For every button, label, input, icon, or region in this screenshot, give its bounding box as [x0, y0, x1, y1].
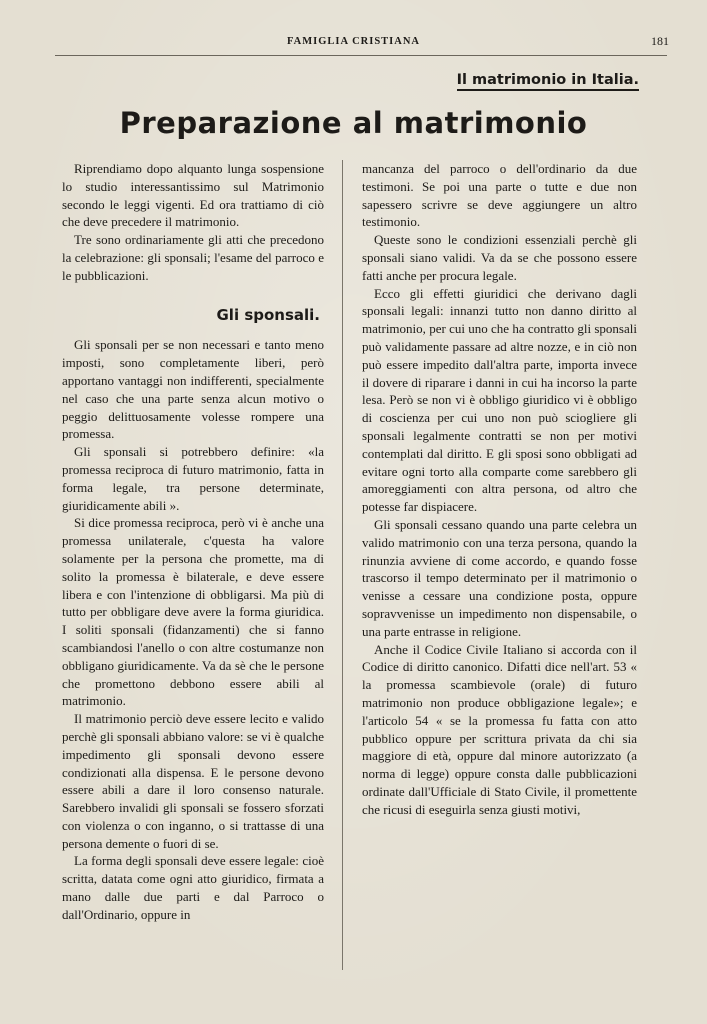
paragraph: Anche il Codice Civile Italiano si accorda con il Codice di diritto canonico. Difatti dice nell'art. 53 « la promessa scambievole (orale) di futuro matrimonio non produce obbligazione legale»; e l'articolo 54 « se la promessa fu fatta con atto pubblico oppure per scrittura privata da chi sia maggiore di età, oppure dal minore autorizzato (a norma di legge) oppure consta dalle pubblicazioni ordinate dall'Ufficiale di Stato Civile, il promettente che ricusi di eseguirla senza giusti motivi, [362, 641, 637, 817]
paragraph: Gli sponsali per se non necessari e tanto meno imposti, sono completamente liberi, però apportano vantaggi non indifferenti, specialmente nel caso che una parte senza alcun motivo o peggio delittuosamente volesse rompere una promessa. [62, 337, 324, 442]
section-kicker: Il matrimonio in Italia. [457, 72, 639, 91]
paragraph: Gli sponsali cessano quando una parte celebra un valido matrimonio con una terza persona, quando la rinunzia avviene di come accordo, e quando fosse trascorso il tempo determinato per il matrimonio o venisse a cessare una condizione posta, oppure sopravvenisse un impedimento non dispensabile, o una parte entrasse in religione. [362, 516, 637, 639]
left-column [62, 160, 324, 924]
running-head [0, 36, 707, 52]
section-subheading: Gli sponsali. [216, 305, 320, 324]
paragraph: Gli sponsali si potrebbero definire: «la promessa reciproca di futuro matrimonio, fatta in forma legale, tra persone determinate, giuridicamente abili ». [62, 444, 324, 513]
paragraph: Riprendiamo dopo alquanto lunga sospensione lo studio interessantissimo sul Matrimonio secondo le leggi vigenti. Ed ora trattiamo di ciò che deve precedere il matrimonio. [62, 161, 324, 230]
paragraph: La forma degli sponsali deve essere legale: cioè scritta, datata come ogni atto giuridico, firmata a mano dalle due parti e dal Parroco o dall'Ordinario, oppure in [62, 853, 324, 922]
paragraph: Si dice promessa reciproca, però vi è anche una promessa unilaterale, c'questa ha valore solamente per la persona che promette, ma di solito la promessa è bilaterale, e deve essere libera e con l'intenzione di obbligarsi. Ma più di tutto per obbligare deve avere la forma giuridica. I soliti sponsali (fidanzamenti) che si fanno scambiandosi l'anello o con altre costumanze non obbligano giuridicamente. Va da sè che le persone che promettono debbono essere abili al matrimonio. [62, 515, 324, 709]
column-divider [342, 160, 343, 970]
paragraph: Tre sono ordinariamente gli atti che precedono la celebrazione: gli sponsali; l'esame del parroco e le pubblicazioni. [62, 232, 324, 283]
paragraph: Queste sono le condizioni essenziali perchè gli sponsali siano validi. Va da se che possono essere fatti anche per procura legale. [362, 232, 637, 283]
header-rule [55, 55, 667, 56]
article-title: Preparazione al matrimonio [119, 106, 588, 140]
right-column [362, 160, 637, 818]
paragraph: Ecco gli effetti giuridici che derivano dagli sponsali legali: innanzi tutto non danno diritto al matrimonio, per cui uno che ha contratto gli sponsali può validamente passare ad altre nozze, e in ciò non può essere impedito dall'altra parte, importa invece il dovere di riparare i danni in cui ha incorso la parte lesa. Però se non vi è obbligo giuridico vi è obbligo di coscienza per cui uno non può sciogliere gli sponsali legalmente contratti se non per motivi contemplati dal diritto. E gli sposi sono obbligati ad evitare ogni torto alla comparte come sarebbero gli amoreggiamenti con altra persona, od altro che potesse far dispiacere. [362, 285, 637, 515]
paragraph: mancanza del parroco o dell'ordinario da due testimoni. Se poi una parte o tutte e due non sapessero scrivre se deve aggiungere un altro testimonio. [362, 161, 637, 230]
paragraph: Il matrimonio perciò deve essere lecito e valido perchè gli sponsali abbiano valore: se vi è qualche impedimento gli sponsali devono essere condizionati alla dispensa. E le persone devono essere abili a dare il loro consenso naturale. Sarebbero invalidi gli sponsali se fossero sforzati con violenza o con inganno, o si trattasse di una persona demente o fuori di se. [62, 711, 324, 851]
journal-name: FAMIGLIA CRISTIANA [286, 36, 421, 47]
page-number: 181 [651, 34, 669, 48]
